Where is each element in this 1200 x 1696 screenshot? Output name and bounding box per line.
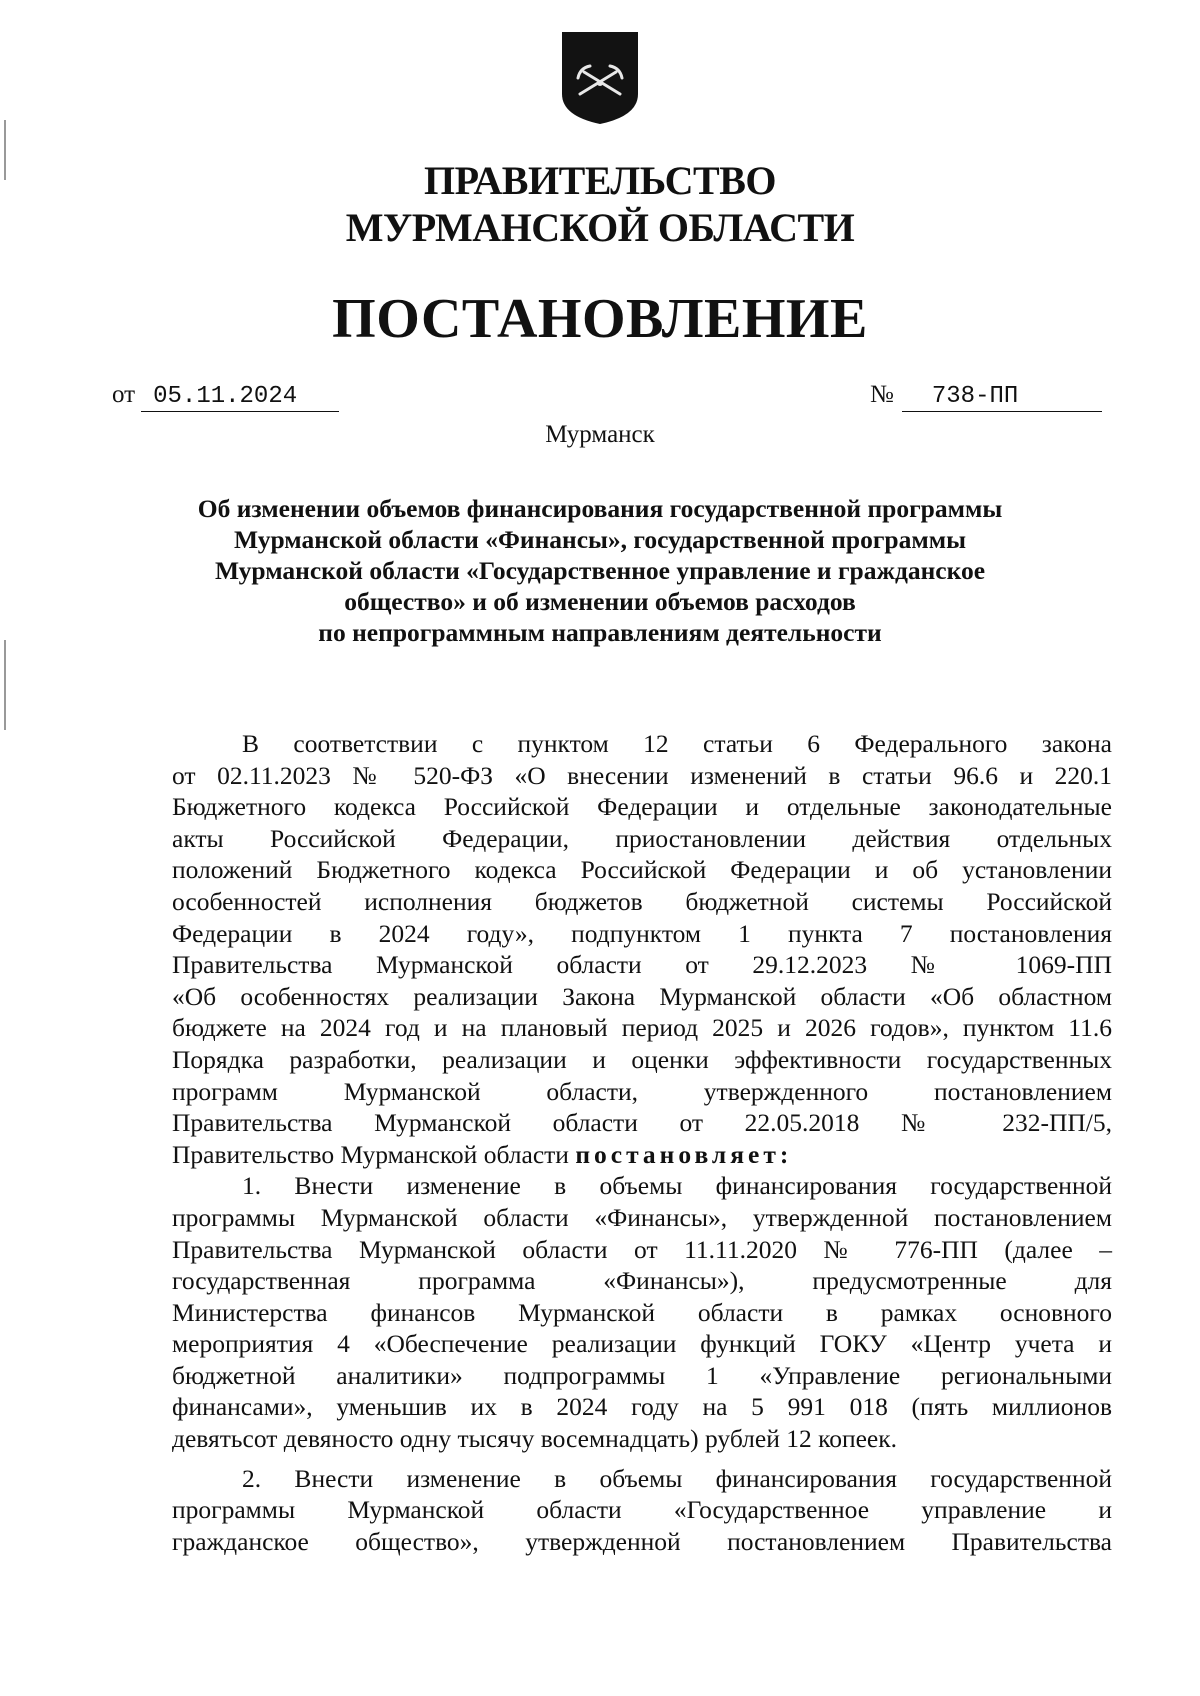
document-subject [180,493,1020,648]
body-line: Правительства Мурманской области от 11.11.2020 № 776-ПП (далее – [172,1234,1112,1264]
body-line: программы Мурманской области «Финансы», утвержденной постановлением [172,1202,1112,1232]
date-value: 05.11.2024 [141,383,339,412]
subject-line: по непрограммным направлениям деятельности [318,618,882,647]
resolves-prefix: Правительство Мурманской области [172,1139,569,1169]
preamble-paragraph [172,728,1112,1170]
body-line: Министерства финансов Мурманской области в рамках основного [172,1297,1112,1327]
body-line: гражданское общество», утвержденной постановлением Правительства [172,1526,1112,1556]
body-line: Правительства Мурманской области от 22.05.2018 № 232-ПП/5, [172,1108,1112,1138]
subject-line: Мурманской области «Государственное управление и гражданское [214,556,986,585]
date-row [112,380,339,412]
coat-of-arms-icon [558,28,642,126]
body-line: положений Бюджетного кодекса Российской Федерации и об установлении [172,855,1112,885]
body-line: программ Мурманской области, утвержденного постановлением [172,1076,1112,1106]
body-line: финансами», уменьшив их в 2024 году на 5 991 018 (пять миллионов [172,1392,1112,1422]
item-1-paragraph [172,1170,1112,1454]
resolves-word: постановляет: [575,1139,793,1169]
number-label: № [870,381,894,408]
scan-margin-mark [4,640,6,730]
body-line [172,1139,1112,1171]
body-line: В соответствии с пунктом 12 статьи 6 Федерального закона [242,729,1112,758]
subject-line: Об изменении объемов финансирования государственной программы [197,494,1003,523]
body-line: особенностей исполнения бюджетов бюджетной системы Российской [172,886,1112,916]
body-line: 2. Внести изменение в объемы финансирования государственной [242,1463,1112,1493]
body-line: от 02.11.2023 № 520-ФЗ «О внесении изменений в статьи 96.6 и 220.1 [172,760,1112,790]
body-line: Федерации в 2024 году», подпунктом 1 пункта 7 постановления [172,918,1112,948]
body-line: бюджете на 2024 год и на плановый период 2025 и 2026 годов», пунктом 11.6 [172,1013,1112,1043]
org-name-line-1: ПРАВИТЕЛЬСТВО [423,158,777,203]
city: Мурманск [545,421,655,448]
item-2-paragraph [172,1463,1112,1558]
number-row [870,380,1102,412]
body-line: девятьсот девяносто одну тысячу восемнадцать) рублей 12 копеек. [172,1424,898,1454]
subject-line: Мурманской области «Финансы», государственной программы [233,525,967,554]
body-line: государственная программа «Финансы»), предусмотренные для [172,1266,1112,1296]
body-line: акты Российской Федерации, приостановлении действия отдельных [172,823,1112,853]
subject-line: общество» и об изменении объемов расходов [344,587,856,616]
body-line: Бюджетного кодекса Российской Федерации и отдельные законодательные [172,792,1112,822]
document-body [172,728,1112,1557]
date-label: от [112,381,136,408]
document-type-title: ПОСТАНОВЛЕНИЕ [332,288,868,350]
body-line: программы Мурманской области «Государственное управление и [172,1495,1112,1525]
body-line: мероприятия 4 «Обеспечение реализации функций ГОКУ «Центр учета и [172,1329,1112,1359]
body-line: Порядка разработки, реализации и оценки эффективности государственных [172,1044,1112,1074]
body-line: Правительства Мурманской области от 29.12.2023 № 1069-ПП [172,950,1112,980]
body-line: «Об особенностях реализации Закона Мурманской области «Об областном [172,981,1112,1011]
body-line: 1. Внести изменение в объемы финансирования государственной [242,1171,1112,1201]
number-value: 738-ПП [902,383,1102,412]
scan-margin-mark [4,120,6,180]
paragraph-gap [172,1455,1112,1463]
org-name-line-2: МУРМАНСКОЙ ОБЛАСТИ [345,205,855,250]
body-line: бюджетной аналитики» подпрограммы 1 «Управление региональными [172,1360,1112,1390]
